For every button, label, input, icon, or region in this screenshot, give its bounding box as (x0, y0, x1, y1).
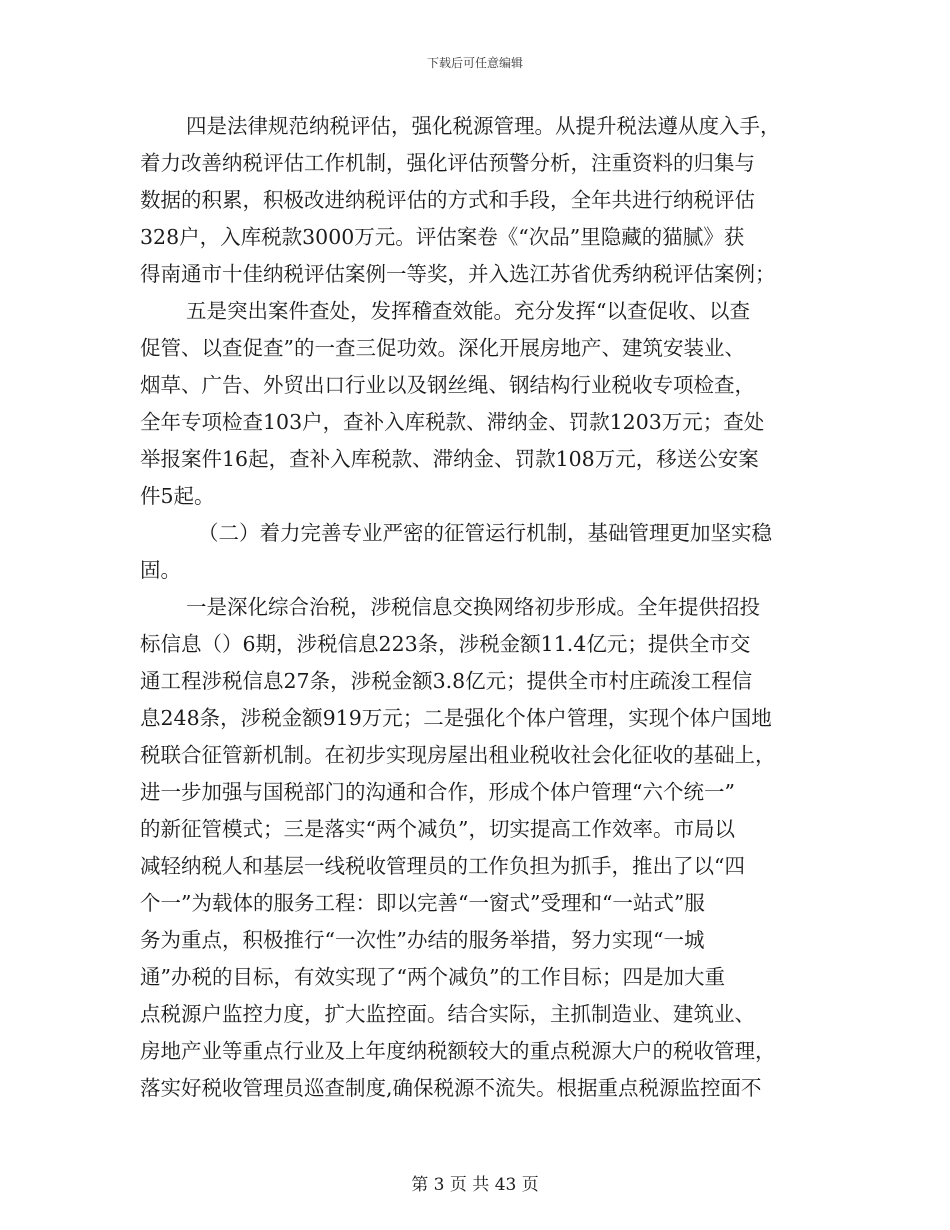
text-line: 个一”为载体的服务工程：即以完善“一窗式”受理和“一站式”服 (140, 891, 705, 915)
text-line: 促管、以查促查”的一查三促功效。深化开展房地产、建筑安装业、 (140, 336, 745, 360)
text-line: 通工程涉税信息27条，涉税金额3.8亿元；提供全市村庄疏浚工程信 (140, 669, 753, 693)
text-line: 四是法律规范纳税评估，强化税源管理。从提升税法遵从度入手， (186, 114, 781, 138)
document-body (140, 108, 812, 1107)
text-line: 的新征管模式；三是落实“两个减负”，切实提高工作效率。市局以 (140, 817, 735, 841)
text-line: 息248条，涉税金额919万元；二是强化个体户管理，实现个体户国地 (140, 706, 772, 730)
text-line: 标信息（）6期，涉税信息223条，涉税金额11.4亿元；提供全市交 (140, 632, 751, 656)
page-number: 第 3 页 共 43 页 (411, 1175, 539, 1195)
text-line: 通”办税的目标，有效实现了“两个减负”的工作目标；四是加大重 (140, 965, 725, 989)
text-line: 减轻纳税人和基层一线税收管理员的工作负担为抓手，推出了以“四 (140, 854, 745, 878)
text-line: 全年专项检查103户，查补入库税款、滞纳金、罚款1203万元；查处 (140, 410, 765, 434)
text-line: 得南通市十佳纳税评估案例一等奖，并入选江苏省优秀纳税评估案例； (140, 262, 776, 286)
text-line: 五是突出案件查处，发挥稽查效能。充分发挥“以查促收、以查 (186, 299, 750, 323)
text-line: 进一步加强与国税部门的沟通和合作，形成个体户管理“六个统一” (140, 780, 735, 804)
text-line: 烟草、广告、外贸出口行业以及钢丝绳、钢结构行业税收专项检查， (140, 373, 755, 397)
text-line: 举报案件16起，查补入库税款、滞纳金、罚款108万元，移送公安案 (140, 447, 759, 471)
text-line: 税联合征管新机制。在初步实现房屋出租业税收社会化征收的基础上， (140, 743, 776, 767)
text-line: 点税源户监控力度，扩大监控面。结合实际，主抓制造业、建筑业、 (140, 1002, 755, 1026)
text-line: 着力改善纳税评估工作机制，强化评估预警分析，注重资料的归集与 (140, 151, 755, 175)
section-heading-cont: 固。 (140, 558, 181, 582)
text-line: 数据的积累，积极改进纳税评估的方式和手段，全年共进行纳税评估 (140, 188, 755, 212)
text-line: 务为重点，积极推行“一次性”办结的服务举措，努力实现“一城 (140, 928, 705, 952)
section-heading: （二）着力完善专业严密的征管运行机制，基础管理更加坚实稳 (198, 521, 772, 545)
text-line: 件5起。 (140, 484, 215, 508)
text-line: 落实好税收管理员巡查制度,确保税源不流失。根据重点税源监控面不 (140, 1076, 762, 1100)
text-line: 一是深化综合治税，涉税信息交换网络初步形成。全年提供招投 (186, 595, 760, 619)
text-line: 328户，入库税款3000万元。评估案卷《“次品”里隐藏的猫腻》获 (140, 225, 745, 249)
text-line: 房地产业等重点行业及上年度纳税额较大的重点税源大户的税收管理， (140, 1039, 776, 1063)
header-note: 下载后可任意编辑 (426, 56, 523, 70)
